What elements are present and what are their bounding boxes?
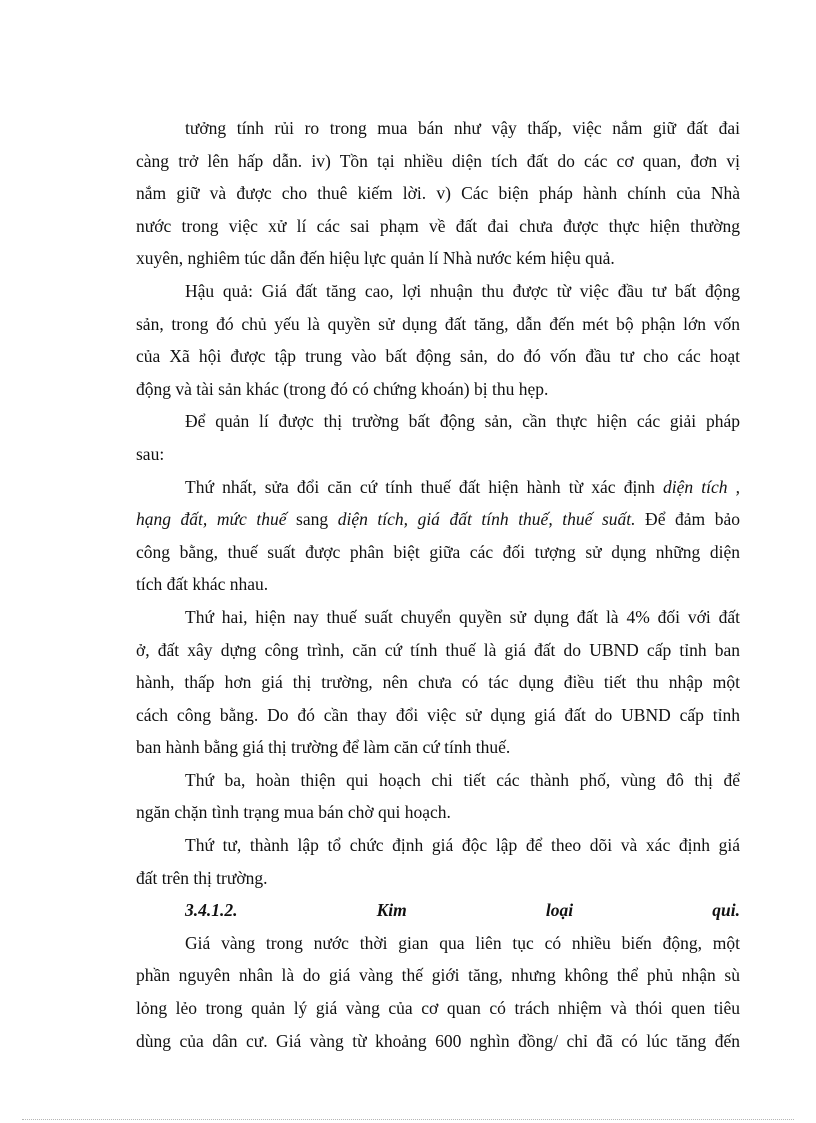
body-text [136, 112, 740, 1057]
text-line [136, 959, 740, 992]
text-segment: lỏng lẻo trong quản lý giá vàng của cơ quan có trách nhiệm và thói quen tiêu [136, 998, 740, 1019]
text-segment: Giá vàng trong nước thời gian qua liên tục có nhiều biến động, một [185, 932, 740, 953]
text-line [136, 634, 740, 667]
text-segment: tích đất khác nhau. [136, 574, 269, 595]
text-segment: Để quản lí được thị trường bất động sản, cần thực hiện các giải pháp [185, 411, 740, 432]
italic-text: hạng đất, mức thuế [136, 509, 287, 530]
text-segment: động và tài sản khác (trong đó có chứng khoán) bị thu hẹp. [136, 378, 549, 399]
text-line [136, 438, 740, 471]
text-line [136, 145, 740, 178]
text-segment: 3.4.1.2. Kim loại qui. [185, 900, 740, 921]
text-segment: ban hành bằng giá thị trường để làm căn cứ tính thuế. [136, 737, 511, 758]
text-line [136, 177, 740, 210]
italic-text: diện tích, giá đất tính thuế, thuế suất. [337, 509, 636, 530]
page-bottom-rule [22, 1119, 794, 1120]
text-segment: công bằng, thuế suất được phân biệt giữa các đối tượng sử dụng những diện [136, 541, 740, 562]
text-line [136, 862, 740, 895]
text-line [136, 471, 740, 504]
text-line [136, 242, 740, 275]
text-line [136, 405, 740, 438]
text-line [136, 992, 740, 1025]
text-line [136, 731, 740, 764]
text-line [136, 536, 740, 569]
text-segment: nắm giữ và được cho thuê kiếm lời. v) Các biện pháp hành chính của Nhà [136, 183, 740, 204]
section-heading [136, 894, 740, 927]
text-line [136, 568, 740, 601]
text-segment: phần nguyên nhân là do giá vàng thế giới tăng, nhưng không thể phủ nhận sù [136, 965, 740, 986]
text-segment: càng trở lên hấp dẫn. iv) Tồn tại nhiều diện tích đất do các cơ quan, đơn vị [136, 150, 740, 171]
text-line [136, 112, 740, 145]
text-line [136, 829, 740, 862]
text-segment: Thứ ba, hoàn thiện qui hoạch chi tiết các thành phố, vùng đô thị để [185, 769, 740, 790]
text-segment: Để đảm bảo [635, 509, 740, 530]
text-line [136, 699, 740, 732]
text-segment: đất trên thị trường. [136, 867, 268, 888]
text-segment: Thứ hai, hiện nay thuế suất chuyển quyền sử dụng đất là 4% đối với đất [185, 606, 740, 627]
text-segment: dùng của dân cư. Giá vàng từ khoảng 600 nghìn đồng/ chỉ đã có lúc tăng đến [136, 1030, 740, 1051]
text-segment: Hậu quả: Giá đất tăng cao, lợi nhuận thu được từ việc đầu tư bất động [185, 280, 740, 301]
text-segment: sản, trong đó chủ yếu là quyền sử dụng đất tăng, dẫn đến mét bộ phận lớn vốn [136, 313, 740, 334]
italic-text: diện tích , [662, 476, 740, 497]
text-line [136, 764, 740, 797]
text-line [136, 1025, 740, 1058]
text-segment: nước trong việc xử lí các sai phạm về đất đai chưa được thực hiện thường [136, 215, 740, 236]
text-line [136, 308, 740, 341]
text-line [136, 210, 740, 243]
text-segment: hành, thấp hơn giá thị trường, nên chưa có tác dụng điều tiết thu nhập một [136, 672, 740, 693]
text-line [136, 503, 740, 536]
text-segment: sau: [136, 443, 165, 464]
text-line [136, 796, 740, 829]
text-segment: Thứ tư, thành lập tổ chức định giá độc lập để theo dõi và xác định giá [185, 835, 740, 856]
text-segment: Thứ nhất, sửa đổi căn cứ tính thuế đất hiện hành từ xác định [185, 476, 663, 497]
text-line [136, 373, 740, 406]
text-segment: ở, đất xây dựng công trình, căn cứ tính thuế là giá đất do UBND cấp tỉnh ban [136, 639, 740, 660]
text-segment: xuyên, nghiêm túc dẫn đến hiệu lực quản lí Nhà nước kém hiệu quả. [136, 248, 615, 269]
text-segment: của Xã hội được tập trung vào bất động sản, do đó vốn đầu tư cho các hoạt [136, 346, 740, 367]
text-line [136, 275, 740, 308]
text-segment: ngăn chặn tình trạng mua bán chờ qui hoạch. [136, 802, 451, 823]
text-line [136, 927, 740, 960]
text-line [136, 340, 740, 373]
text-segment: sang [286, 509, 338, 530]
text-segment: tưởng tính rủi ro trong mua bán như vậy thấp, việc nắm giữ đất đai [185, 118, 740, 138]
text-line [136, 666, 740, 699]
text-line [136, 601, 740, 634]
text-segment: cách công bằng. Do đó cần thay đổi việc sử dụng giá đất do UBND cấp tỉnh [136, 704, 740, 725]
